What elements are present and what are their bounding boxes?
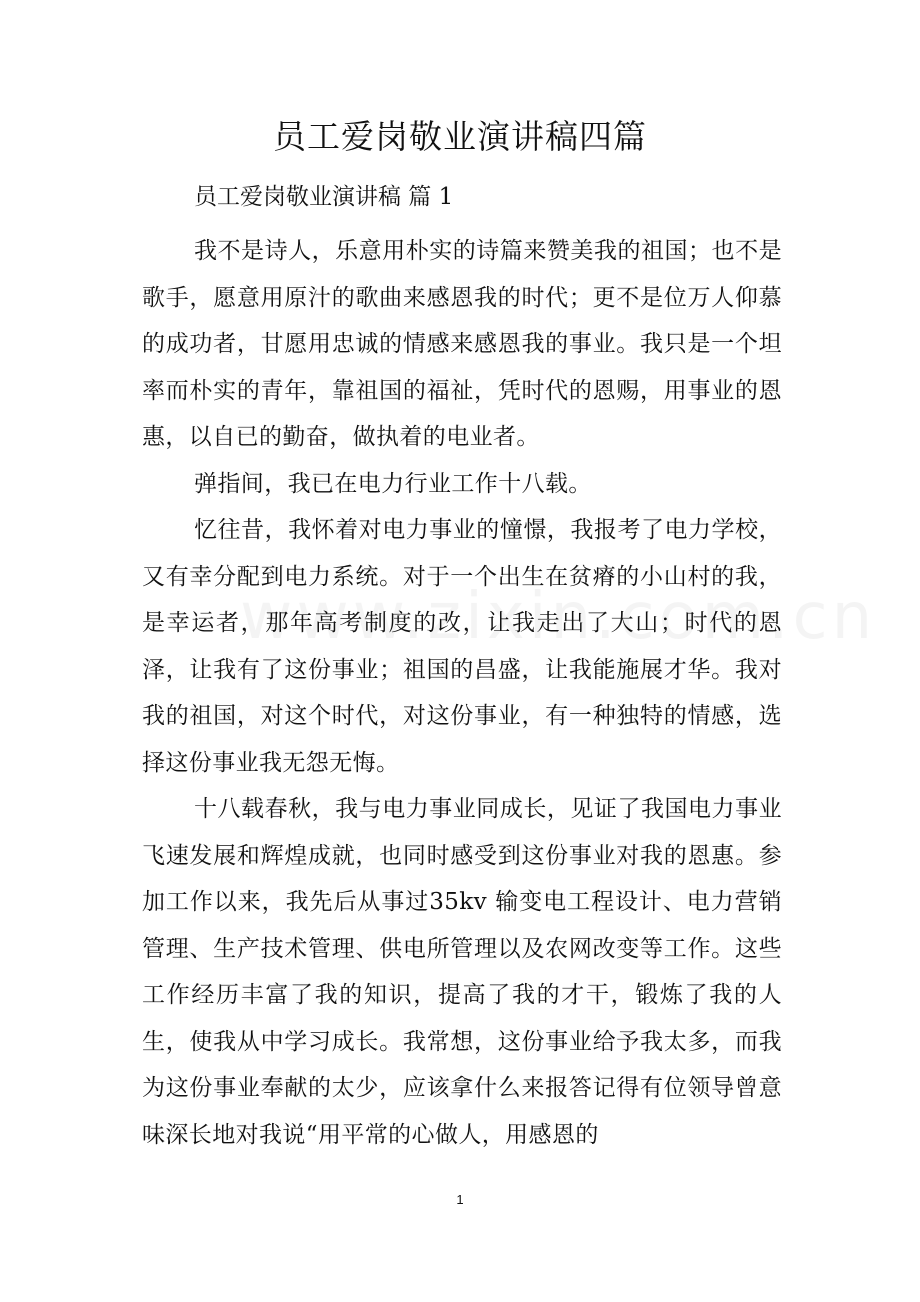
section-heading: 员工爱岗敬业演讲稿 篇 1 xyxy=(194,184,454,210)
paragraph-4: 十八载春秋，我与电力事业同成长，见证了我国电力事业飞速发展和辉煌成就，也同时感受到这份事业对我的恩惠。参加工作以来，我先后从事过35kv 输变电工程设计、电力营销管理、生产技术管理、供电所管理以及农网改变等工作。这些工作经历丰富了我的知识，提高了我的才干，锻炼了我的人生，使我从中学习成长。我常想，这份事业给予我太多，而我为这份事业奉献的太少，应该拿什么来报答记得有位领导曾意味深长地对我说“用平常的心做人，用感恩的 xyxy=(142,796,782,1148)
paragraph-2: 弹指间，我已在电力行业工作十八载。 xyxy=(194,470,592,497)
page-number: 1 xyxy=(456,1192,464,1207)
paragraph-1: 我不是诗人，乐意用朴实的诗篇来赞美我的祖国；也不是歌手，愿意用原汁的歌曲来感恩我的时代；更不是位万人仰慕的成功者，甘愿用忠诚的情感来感恩我的事业。我只是一个坦率而朴实的青年，靠祖国的福祉，凭时代的恩赐，用事业的恩惠，以自已的勤奋，做执着的电业者。 xyxy=(142,238,782,450)
paragraph-3: 忆往昔，我怀着对电力事业的憧憬，我报考了电力学校，又有幸分配到电力系统。对于一个出生在贫瘠的小山村的我，是幸运者，那年高考制度的改，让我走出了大山；时代的恩泽，让我有了这份事业；祖国的昌盛，让我能施展才华。我对我的祖国，对这个时代，对这份事业，有一种独特的情感，选择这份事业我无怨无悔。 xyxy=(142,517,782,776)
document-title: 员工爱岗敬业演讲稿四篇 xyxy=(273,117,647,156)
document-body xyxy=(142,228,782,1158)
